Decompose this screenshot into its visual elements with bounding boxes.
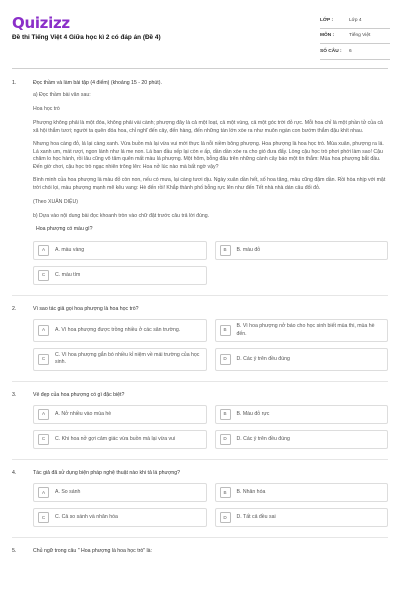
question-number: 5. [12, 548, 17, 555]
option-letter: C [38, 434, 49, 445]
question-divider [12, 295, 388, 296]
option-text: A. màu vàng [55, 246, 85, 253]
answer-options [33, 241, 388, 285]
option-a[interactable] [33, 405, 207, 424]
question-4 [12, 470, 388, 477]
question-divider [12, 381, 388, 382]
info-value: Tiếng Việt [349, 33, 371, 39]
option-letter: D [220, 354, 231, 365]
option-b[interactable] [215, 405, 389, 424]
question-number: 1. [12, 80, 17, 86]
info-row-class [320, 13, 390, 29]
option-b[interactable] [215, 483, 389, 502]
question-divider [12, 537, 388, 538]
option-d[interactable] [215, 348, 389, 371]
option-c[interactable] [33, 348, 207, 371]
option-d[interactable] [215, 430, 389, 449]
option-text: C. Cả so sánh và nhân hóa [55, 514, 118, 521]
question-text: Vẻ đẹp của hoa phượng có gì đặc biệt? [33, 391, 125, 398]
question-number: 2. [12, 305, 17, 312]
option-letter: B [220, 409, 231, 420]
option-text: B. màu đỏ [236, 246, 261, 253]
option-b[interactable] [215, 319, 389, 342]
option-text: C. màu tím [55, 271, 81, 278]
option-text: B. Màu đỏ rực [236, 410, 270, 417]
option-text: D. Tất cả đều sai [236, 514, 276, 521]
question-text: Chủ ngữ trong câu " Hoa phượng là hoa học trò" là: [33, 548, 153, 555]
option-letter: A [38, 487, 49, 498]
option-letter: C [38, 512, 49, 523]
option-text: D. Các ý trên đều đúng [236, 435, 290, 442]
page-title: Đề thi Tiếng Việt 4 Giữa học kì 2 có đáp án (Đề 4) [12, 34, 161, 41]
option-letter: A [38, 409, 49, 420]
option-text: C. Vì hoa phượng gắn bó nhiều kỉ niệm về mái trường của học sinh. [55, 351, 200, 366]
reading-instruction: a) Đọc thầm bài văn sau: [33, 92, 91, 99]
option-letter: C [38, 270, 49, 281]
question-number: 3. [12, 391, 17, 398]
option-text: A. Nở nhiều vào mùa hè [55, 410, 112, 417]
option-letter: D [220, 512, 231, 523]
option-a[interactable] [33, 319, 207, 342]
quizizz-logo: Quizizz [12, 14, 70, 32]
question-1 [12, 80, 388, 87]
question-3 [12, 392, 388, 399]
info-key: SỐ CÂU : [320, 48, 342, 54]
option-letter: A [38, 325, 49, 336]
option-letter: B [220, 325, 231, 336]
answer-options [33, 319, 388, 371]
info-row-subject [320, 29, 390, 45]
option-letter: D [220, 434, 231, 445]
option-text: C. Khi hoa nở gợi cảm giác vừa buồn mà lại vừa vui [55, 435, 176, 442]
question-text: Vì sao tác giả gọi hoa phượng là hoa học trò? [33, 305, 139, 312]
passage-paragraph: Bình minh của hoa phượng là màu đỏ còn non, nếu có mưa, lại càng tươi dịu. Ngày xuân dần hết, số hoa tăng, màu cũng đậm dần. Rồi hòa nhịp với mặt trời chói lọi, màu phượng mạnh mẽ kêu vang: Hè đến rồi! Khắp thành phố bỗng rực lên như đến Tết nhà nhà dán câu đối đỏ. [33, 177, 386, 191]
option-letter: A [38, 245, 49, 256]
option-text: B. Vì hoa phượng nở báo cho học sinh biết mùa thi, mùa hè đến. [236, 323, 375, 337]
answer-options [33, 405, 388, 449]
option-c[interactable] [33, 430, 207, 449]
option-text: A. So sánh [55, 489, 81, 496]
option-text: B. Nhân hóa [236, 489, 266, 496]
info-key: LỚP : [320, 17, 334, 23]
question-2 [12, 306, 388, 313]
sub-instruction: b) Dựa vào nội dung bài đọc khoanh tròn vào chữ đặt trước câu trả lời đúng. [33, 212, 210, 219]
option-text: D. Các ý trên đều đúng [236, 355, 290, 362]
option-text: A. Vì hoa phượng được trồng nhiều ở các sân trường. [55, 326, 181, 333]
option-letter: C [38, 354, 49, 365]
option-d[interactable] [215, 508, 389, 527]
question-list [12, 80, 388, 556]
passage-title: Hoa học trò [33, 106, 60, 113]
question-text: Tác giả đã sử dụng biện pháp nghệ thuật nào khi tả lá phượng? [33, 470, 181, 476]
passage-source: (Theo XUÂN DIỆU) [33, 198, 78, 205]
option-b[interactable] [215, 241, 389, 260]
passage-paragraph: Phượng không phải là một đóa, không phải vài cành; phượng đây là cả một loạt, cả một vùng, cả một góc trời đỏ rực. Mỗi hoa chỉ là một phần tử của cả xã hội thắm tươi; người ta quên đóa hoa, chỉ nghĩ đến cây, đến hàng, đến những tán lớn xòe ra như muôn ngàn con bướm thắm đậu khít nhau. [33, 120, 383, 134]
info-key: MÔN : [320, 33, 335, 39]
info-value: 6 [349, 48, 352, 54]
option-letter: B [220, 487, 231, 498]
question-text: Đọc thầm và làm bài tập (4 điểm) (khoảng 15 - 20 phút). [33, 80, 162, 86]
question-number: 4. [12, 470, 17, 476]
info-value: Lớp 4 [349, 17, 362, 23]
info-row-count [320, 44, 390, 60]
header-divider [12, 68, 388, 69]
option-a[interactable] [33, 483, 207, 502]
question-5 [12, 548, 388, 555]
option-c[interactable] [33, 508, 207, 527]
option-letter: B [220, 245, 231, 256]
answer-options [33, 483, 388, 527]
passage-paragraph: Nhưng hoa càng đỏ, lá lại càng xanh. Vừa buồn mà lại vừa vui mới thực là nỗi niềm bông phượng. Hoa phượng là hoa học trò. Mùa xuân, phượng ra lá. Lá xanh um, mát rượi, ngon lành như lá me non. Lá ban đầu xếp lại còn e ấp, dần dần xòe ra cho gió đưa đẩy. Lòng cậu học trò phơi phới làm sao! Cậu chăm lo học hành, rồi lâu cũng vô tâm quên mất màu lá phượng. Một hôm, bỗng đâu trên những cành cây báo một tin thắm: Mùa hoa phượng bắt đầu. Đến giờ chơi, cậu học trò ngạc nhiên trông lên: Hoa nở lúc nào mà bất ngờ vậy? [33, 141, 384, 170]
question-divider [12, 459, 388, 460]
info-table [320, 13, 390, 60]
option-a[interactable] [33, 241, 207, 260]
question-prompt: Hoa phượng có màu gì? [36, 226, 93, 233]
option-c[interactable] [33, 266, 207, 285]
